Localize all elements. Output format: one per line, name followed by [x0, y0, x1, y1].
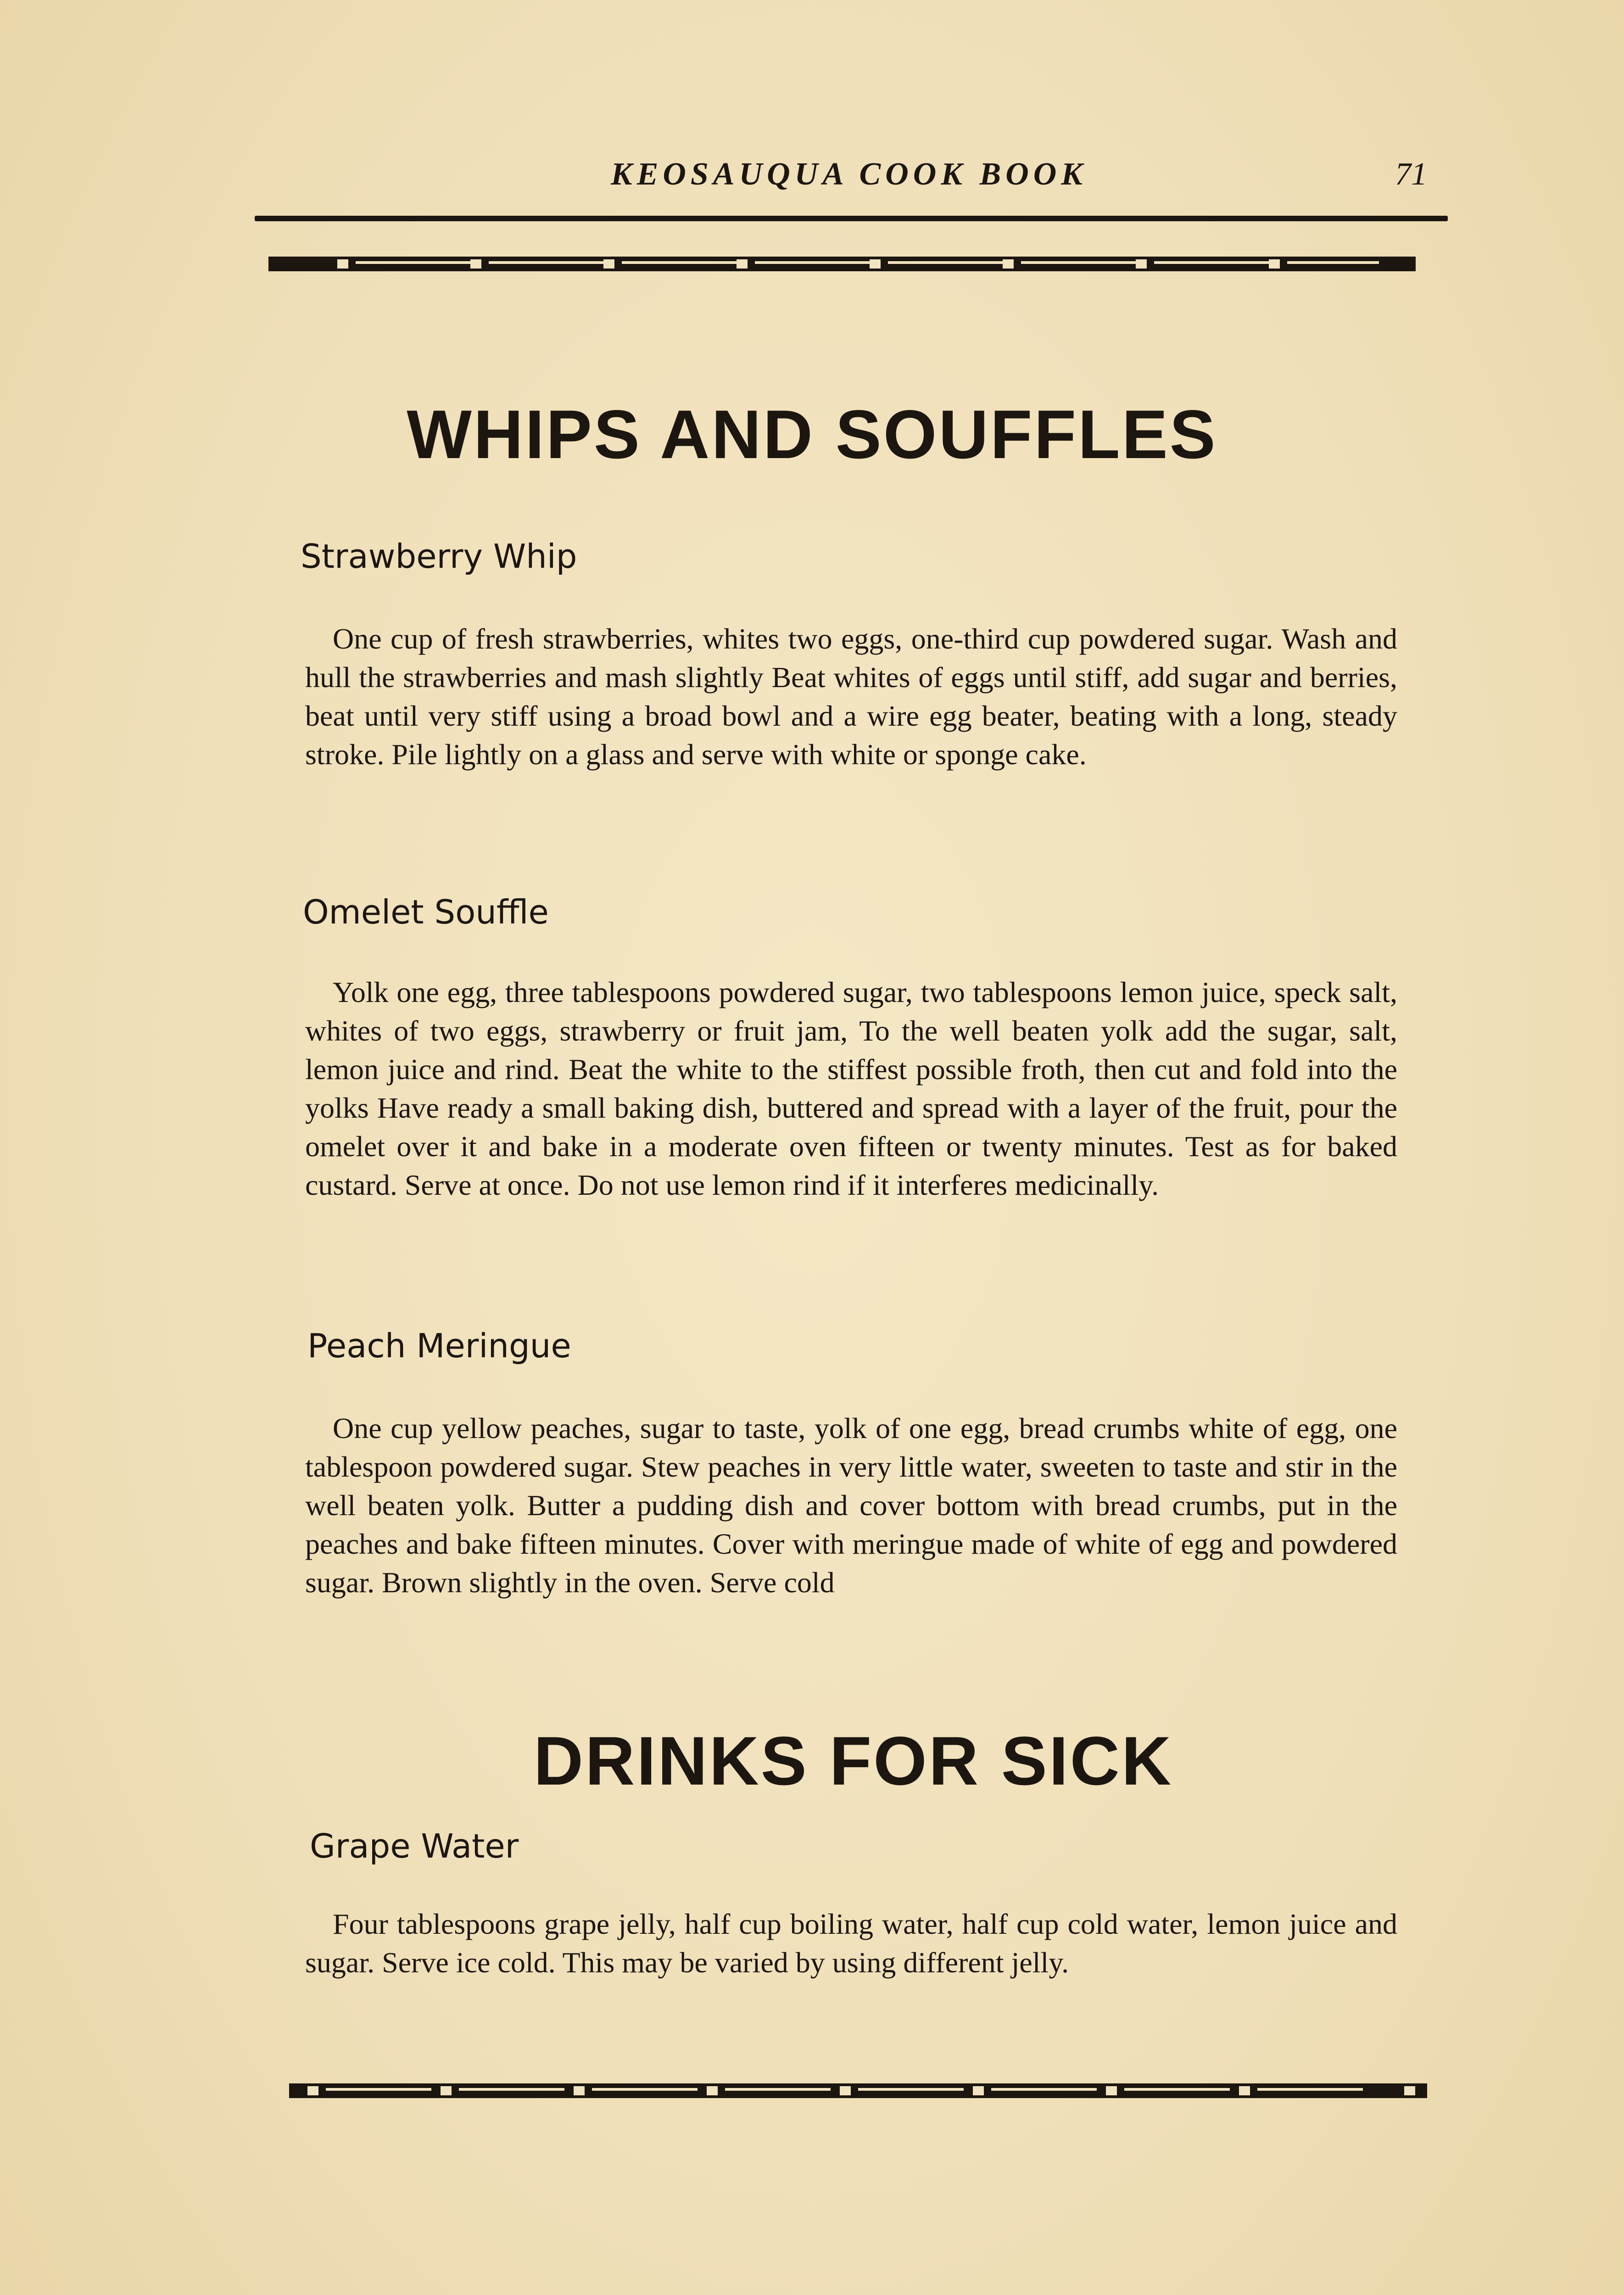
- header-rule: [255, 216, 1448, 221]
- page-number: 71: [1395, 157, 1427, 192]
- recipe-body-omelet-souffle: Yolk one egg, three tablespoons powdered sugar, two tablespoons lemon juice, speck salt, whites of two eggs, strawberry or fruit jam, To the well beaten yolk add the sugar, salt, lemon juice and rind. Beat the white to the stiffest possible froth, then cut and fold into the yolks Have ready a small baking dish, buttered and spread with a layer of the fruit, pour the omelet over it and bake in a moderate oven fifteen or twenty minutes. Test as for baked custard. Serve at once. Do not use lemon rind if it interferes medicinally.: [305, 976, 1397, 1201]
- recipe-title-grape-water: Grape Water: [310, 1827, 519, 1865]
- recipe-body-grape-water: Four tablespoons grape jelly, half cup boiling water, half cup cold water, lemon juice and sugar. Serve ice cold. This may be varied by using different jelly.: [305, 1908, 1397, 1979]
- recipe-body-strawberry-whip: One cup of fresh strawberries, whites two eggs, one-third cup powdered sugar. Wash and hull the strawberries and mash slightly Beat whites of eggs until stiff, add sugar and berries, beat until very stiff using a broad bowl and a wire egg beater, beating with a long, steady stroke. Pile lightly on a glass and serve with white or sponge cake.: [305, 622, 1397, 771]
- decorative-border-bottom: [289, 2082, 1427, 2100]
- recipe-title-omelet-souffle: Omelet Souffle: [303, 893, 549, 931]
- running-title: KEOSAUQUA COOK BOOK: [611, 157, 1087, 192]
- recipe-title-strawberry-whip: Strawberry Whip: [301, 537, 577, 576]
- section-heading-drinks: DRINKS FOR SICK: [533, 1722, 1173, 1799]
- recipe-body-peach-meringue: One cup yellow peaches, sugar to taste, yolk of one egg, bread crumbs white of egg, one tablespoon powdered sugar. Stew peaches in very little water, sweeten to taste and stir in the well beaten yolk. Butter a pudding dish and cover bottom with bread crumbs, put in the peaches and bake fifteen minutes. Cover with meringue made of white of egg and powdered sugar. Brown slightly in the oven. Serve cold: [305, 1412, 1397, 1599]
- recipe-title-peach-meringue: Peach Meringue: [307, 1327, 571, 1365]
- decorative-border-top: [268, 255, 1416, 273]
- section-heading-whips: WHIPS AND SOUFFLES: [407, 396, 1217, 473]
